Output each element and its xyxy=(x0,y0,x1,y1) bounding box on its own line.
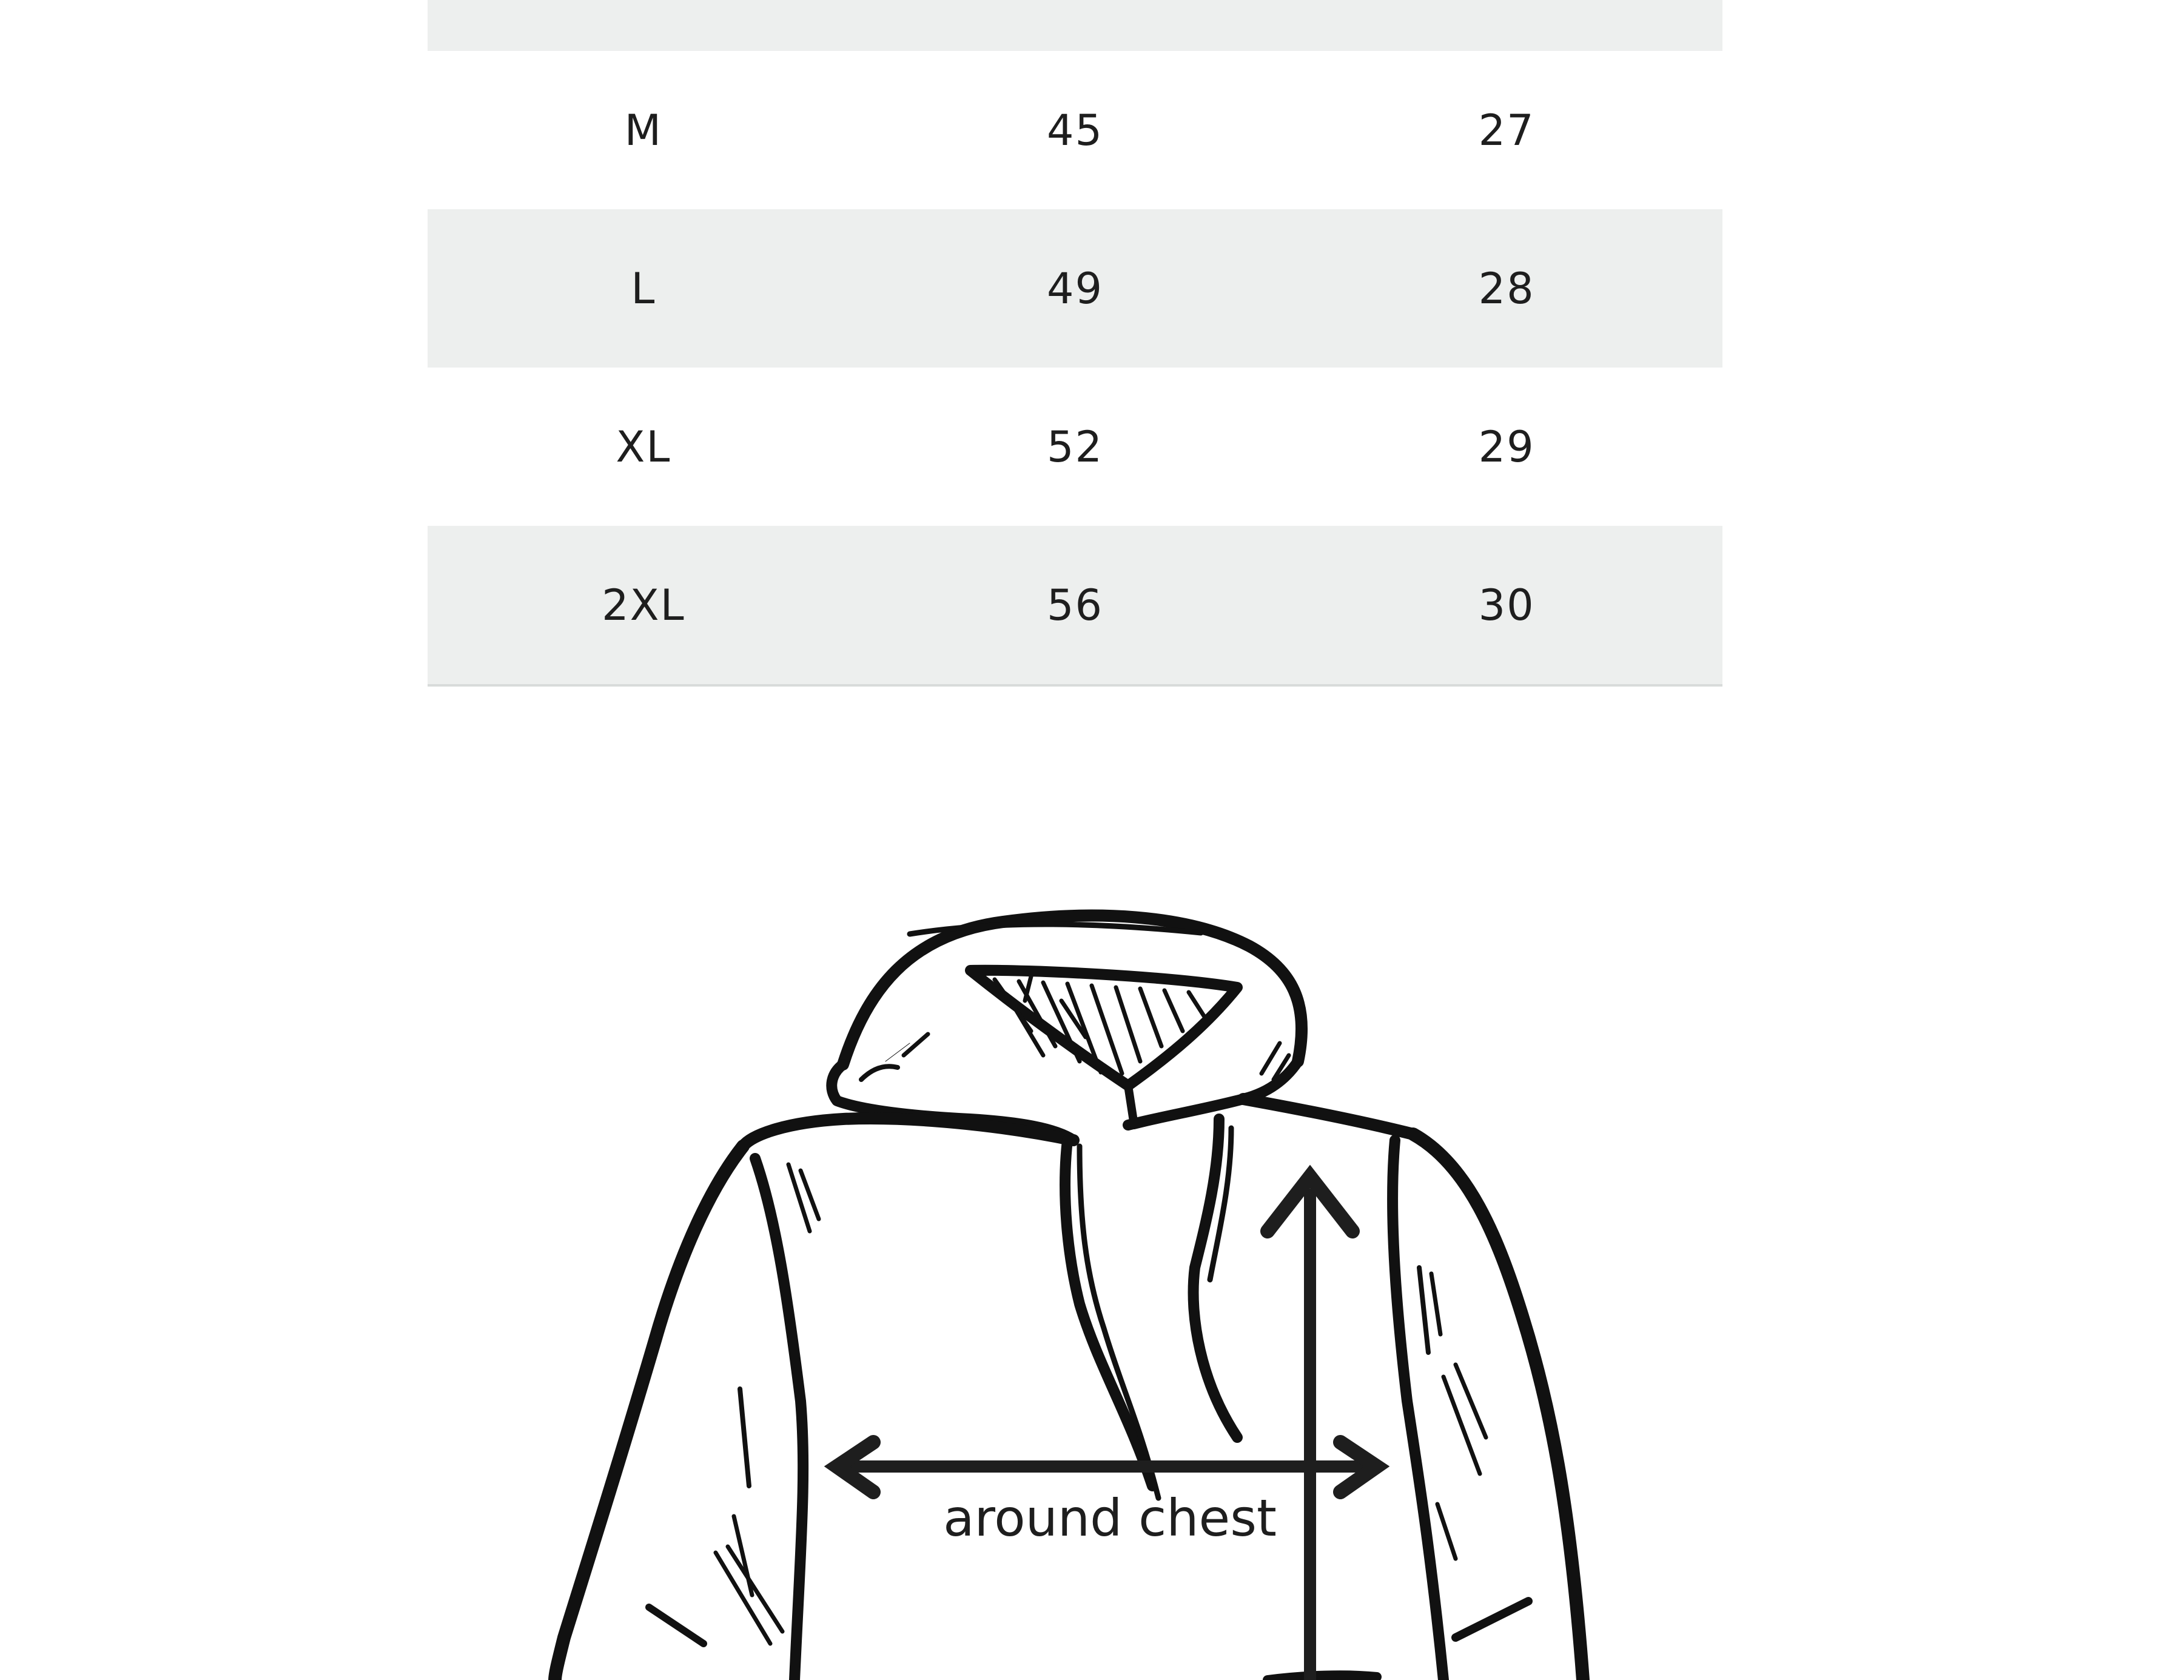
length-cell: 30 xyxy=(1478,580,1535,630)
length-cell: 29 xyxy=(1478,422,1535,472)
size-cell: 2XL xyxy=(602,580,685,630)
length-cell: 28 xyxy=(1478,263,1535,314)
around-chest-label: around chest xyxy=(943,1488,1277,1548)
length-cell: 27 xyxy=(1478,105,1535,155)
table-header-band xyxy=(428,0,1722,51)
size-cell: XL xyxy=(616,422,671,472)
size-chart-table xyxy=(428,0,1722,687)
chest-cell: 45 xyxy=(1046,105,1104,155)
chest-cell: 56 xyxy=(1046,580,1104,630)
hoodie-illustration xyxy=(0,879,2184,1680)
table-row xyxy=(428,209,1722,368)
chest-cell: 52 xyxy=(1046,422,1104,472)
hoodie-sketch-icon xyxy=(0,879,2184,1680)
table-row xyxy=(428,526,1722,687)
size-cell: L xyxy=(631,263,656,314)
table-row xyxy=(428,368,1722,526)
table-row xyxy=(428,51,1722,209)
chest-cell: 49 xyxy=(1046,263,1104,314)
size-cell: M xyxy=(624,105,663,155)
